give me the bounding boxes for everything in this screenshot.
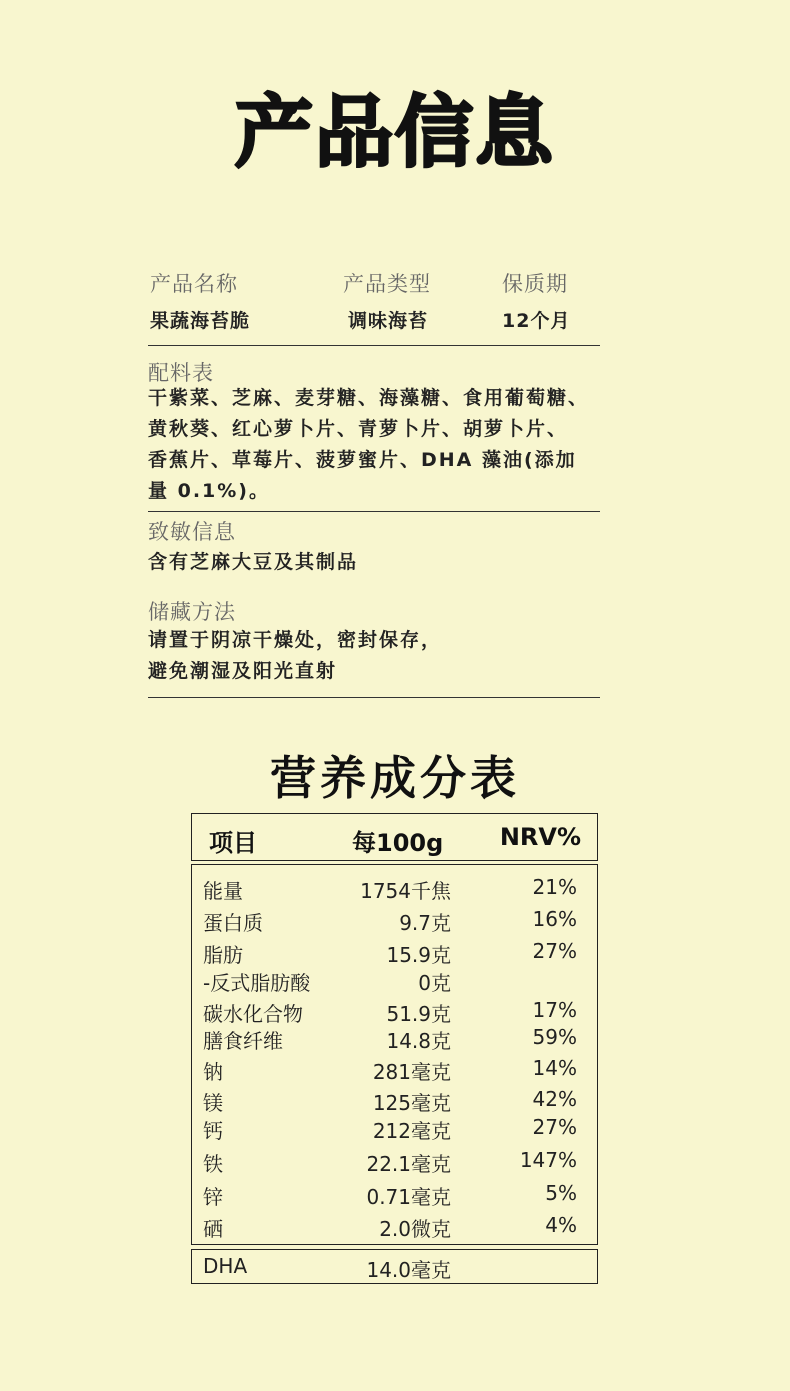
nutrient-amount: 14.0毫克 [366,1258,451,1282]
header-item: 项目 [209,829,257,857]
nutrient-amount: 1754千焦 [360,879,451,903]
product-name-value: 果蔬海苔脆 [150,310,251,332]
ingredients-line: 黄秋葵、红心萝卜片、青萝卜片、胡萝卜片、 [148,418,569,440]
storage-text [148,625,442,687]
table-row [192,1056,596,1082]
nutrient-amount: 51.9克 [386,1002,451,1026]
product-name-label: 产品名称 [150,272,238,296]
nutrient-nrv: 5% [545,1181,577,1205]
dha-row-box [191,1249,598,1284]
product-type-block [343,268,431,333]
nutrient-name: 铁 [203,1152,223,1176]
table-row [192,939,596,965]
nutrient-name: 镁 [203,1091,223,1115]
nutrient-nrv: 14% [532,1056,577,1080]
nutrient-amount: 281毫克 [372,1060,451,1084]
nutrition-header [191,813,598,861]
nutrient-nrv: 59% [532,1025,577,1049]
divider [148,697,600,698]
table-row [192,1181,596,1207]
nutrient-nrv: 27% [532,939,577,963]
storage-label: 储藏方法 [148,600,236,624]
nutrient-amount: 14.8克 [386,1029,451,1053]
nutrient-amount: 125毫克 [372,1091,451,1115]
nutrient-nrv: 17% [532,998,577,1022]
product-type-value: 调味海苔 [348,310,429,332]
nutrient-name: 钠 [203,1060,223,1084]
nutrient-amount: 2.0微克 [379,1217,451,1241]
nutrient-nrv: 42% [532,1087,577,1111]
nutrient-amount: 0克 [418,971,451,995]
ingredients-line: 干紫菜、芝麻、麦芽糖、海藻糖、食用葡萄糖、 [148,387,590,409]
table-row [192,1148,596,1174]
ingredients-label: 配料表 [148,361,214,385]
table-row [192,907,596,933]
allergen-label: 致敏信息 [148,520,236,544]
nutrient-name: 钙 [203,1119,223,1143]
ingredients-text [148,383,589,507]
allergen-text: 含有芝麻大豆及其制品 [148,551,359,573]
header-per-100g: 每100g [352,829,444,857]
nutrition-title: 营养成分表 [270,751,520,805]
nutrient-name: 能量 [203,879,243,903]
table-row [192,1115,596,1141]
product-type-label: 产品类型 [343,272,431,296]
storage-line: 请置于阴凉干燥处，密封保存， [148,629,443,651]
nutrition-table-body [191,864,598,1245]
table-row [192,1087,596,1113]
nutrient-name: 碳水化合物 [203,1002,303,1026]
table-row [192,1025,596,1051]
nutrient-amount: 22.1毫克 [366,1152,451,1176]
nutrient-amount: 15.9克 [386,943,451,967]
nutrient-amount: 0.71毫克 [366,1185,451,1209]
nutrient-nrv: 16% [532,907,577,931]
nutrient-name: 蛋白质 [203,911,263,935]
nutrient-nrv: 27% [532,1115,577,1139]
shelf-life-value: 12个月 [502,310,571,332]
ingredients-line: 香蕉片、草莓片、菠萝蜜片、DHA 藻油(添加 [148,449,577,471]
nutrient-amount: 9.7克 [399,911,451,935]
table-row [192,998,596,1024]
table-row [192,967,596,993]
shelf-life-block [502,268,570,333]
table-row [192,1254,596,1280]
product-name-block [150,268,250,333]
nutrient-nrv: 21% [532,875,577,899]
divider [148,511,600,512]
nutrient-nrv: 4% [545,1213,577,1237]
nutrient-name: 锌 [203,1185,223,1209]
nutrient-name: 脂肪 [203,943,243,967]
ingredients-line: 量 0.1%)。 [148,480,270,502]
table-row [192,875,596,901]
nutrient-nrv: 147% [519,1148,577,1172]
divider [148,345,600,346]
nutrient-name: -反式脂肪酸 [203,971,311,995]
nutrient-name: 硒 [203,1217,223,1241]
storage-line: 避免潮湿及阳光直射 [148,660,338,682]
page-title: 产品信息 [234,88,555,178]
table-row [192,1213,596,1239]
nutrient-name: DHA [203,1254,248,1278]
shelf-life-label: 保质期 [502,272,568,296]
nutrient-amount: 212毫克 [372,1119,451,1143]
nutrient-name: 膳食纤维 [203,1029,283,1053]
header-nrv: NRV% [499,823,581,851]
